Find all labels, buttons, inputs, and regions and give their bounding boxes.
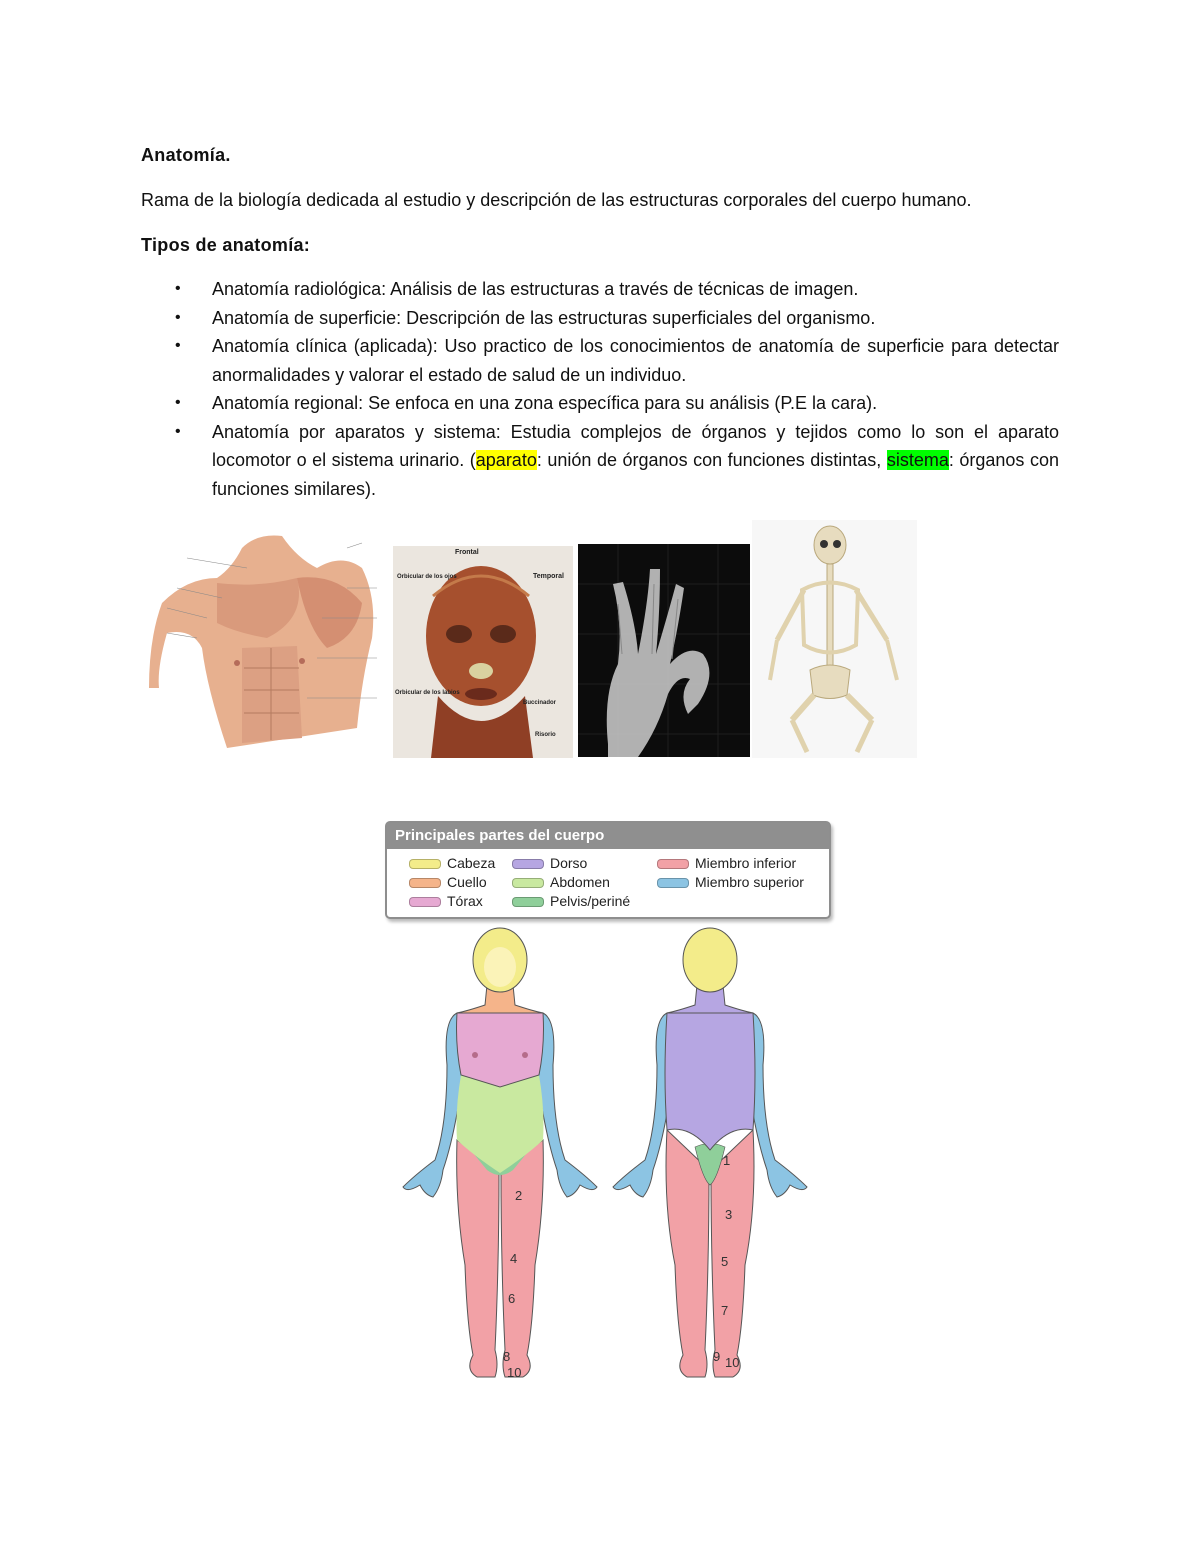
list-item-text: Anatomía de superficie: Descripción de las estructuras superficiales del organismo. xyxy=(212,307,876,328)
region-number: 6 xyxy=(508,1291,516,1306)
highlight-sistema: sistema xyxy=(886,450,949,470)
anatomy-types-list xyxy=(141,275,1059,503)
bullet-icon: • xyxy=(175,308,181,326)
region-number: 10 xyxy=(725,1355,740,1370)
face-label: Frontal xyxy=(455,549,479,556)
legend-item-pelvis xyxy=(512,893,630,909)
body-parts-legend xyxy=(385,821,831,919)
list-item xyxy=(141,418,1059,504)
legend-item-abdomen xyxy=(512,874,610,890)
legend-item-torax xyxy=(409,893,483,909)
legend-swatch xyxy=(512,859,544,869)
legend-title: Principales partes del cuerpo xyxy=(387,823,829,849)
region-number: 2 xyxy=(515,1188,523,1203)
legend-item-dorso xyxy=(512,855,587,871)
legend-label: Abdomen xyxy=(550,874,610,890)
body-regions-figure xyxy=(395,925,815,1385)
skeleton-image xyxy=(752,520,917,758)
region-number: 5 xyxy=(721,1254,729,1269)
list-item-text: Anatomía clínica (aplicada): Uso practico de los conocimientos de anatomía de superficie para detectar anormalidades y valorar el estado de salud de un individuo. xyxy=(212,336,1059,385)
legend-item-cabeza xyxy=(409,855,495,871)
face-label: Orbicular de los labios xyxy=(395,690,460,696)
legend-swatch xyxy=(657,878,689,888)
bullet-icon: • xyxy=(175,280,181,297)
legend-swatch xyxy=(409,859,441,869)
highlight-aparato: aparato xyxy=(475,450,537,470)
region-number: 4 xyxy=(510,1251,518,1266)
legend-swatch xyxy=(409,878,441,888)
list-item-text: Anatomía por aparatos y sistema: Estudia complejos de órganos y tejidos como lo son el aparato locomotor o el sistema urinario. ( xyxy=(212,421,1059,470)
list-item xyxy=(141,332,1059,389)
list-item xyxy=(141,389,1059,418)
legend-label: Tórax xyxy=(447,893,483,909)
hand-xray-image xyxy=(578,544,750,757)
list-item-text: : órganos con funciones similares). xyxy=(212,450,1059,499)
region-number: 8 xyxy=(503,1349,511,1364)
legend-swatch xyxy=(512,878,544,888)
muscle-illustration-image xyxy=(147,528,390,759)
bullet-icon: • xyxy=(175,422,181,440)
face-label: Buccinador xyxy=(523,700,557,706)
legend-label: Cabeza xyxy=(447,855,496,871)
back-body-figure xyxy=(613,928,807,1377)
region-number: 3 xyxy=(725,1207,733,1222)
front-body-figure xyxy=(403,928,597,1380)
list-item-text: : unión de órganos con funciones distintas, xyxy=(536,450,887,470)
list-item-text: Anatomía regional: Se enfoca en una zona específica para su análisis (P.E la cara). xyxy=(212,393,878,413)
facial-muscles-image xyxy=(393,546,573,758)
face-label: Temporal xyxy=(533,573,564,580)
legend-label: Cuello xyxy=(447,874,487,890)
legend-item-cuello xyxy=(409,874,487,890)
bullet-icon: • xyxy=(175,337,181,354)
legend-swatch xyxy=(512,897,544,907)
region-number: 1 xyxy=(723,1153,731,1168)
bullet-icon: • xyxy=(175,394,181,411)
legend-label: Miembro inferior xyxy=(695,855,797,871)
legend-item-miembro-superior xyxy=(657,874,804,890)
list-item-text: Anatomía radiológica: Análisis de las estructuras a través de técnicas de imagen. xyxy=(212,279,859,299)
page-title: Anatomía. xyxy=(141,145,231,165)
legend-label: Pelvis/periné xyxy=(550,893,631,909)
legend-label: Miembro superior xyxy=(695,874,804,890)
region-number: 9 xyxy=(713,1349,721,1364)
region-number: 10 xyxy=(507,1365,522,1380)
list-item xyxy=(141,275,1059,304)
legend-item-miembro-inferior xyxy=(657,855,796,871)
section-subtitle: Tipos de anatomía: xyxy=(141,235,311,255)
region-number: 7 xyxy=(721,1303,729,1318)
face-label: Orbicular de los ojos xyxy=(397,574,457,580)
legend-label: Dorso xyxy=(550,855,588,871)
legend-swatch xyxy=(657,859,689,869)
legend-swatch xyxy=(409,897,441,907)
face-label: Risorio xyxy=(535,732,556,738)
list-item xyxy=(141,304,1059,333)
intro-paragraph: Rama de la biología dedicada al estudio y descripción de las estructuras corporales del cuerpo humano. xyxy=(141,190,972,210)
